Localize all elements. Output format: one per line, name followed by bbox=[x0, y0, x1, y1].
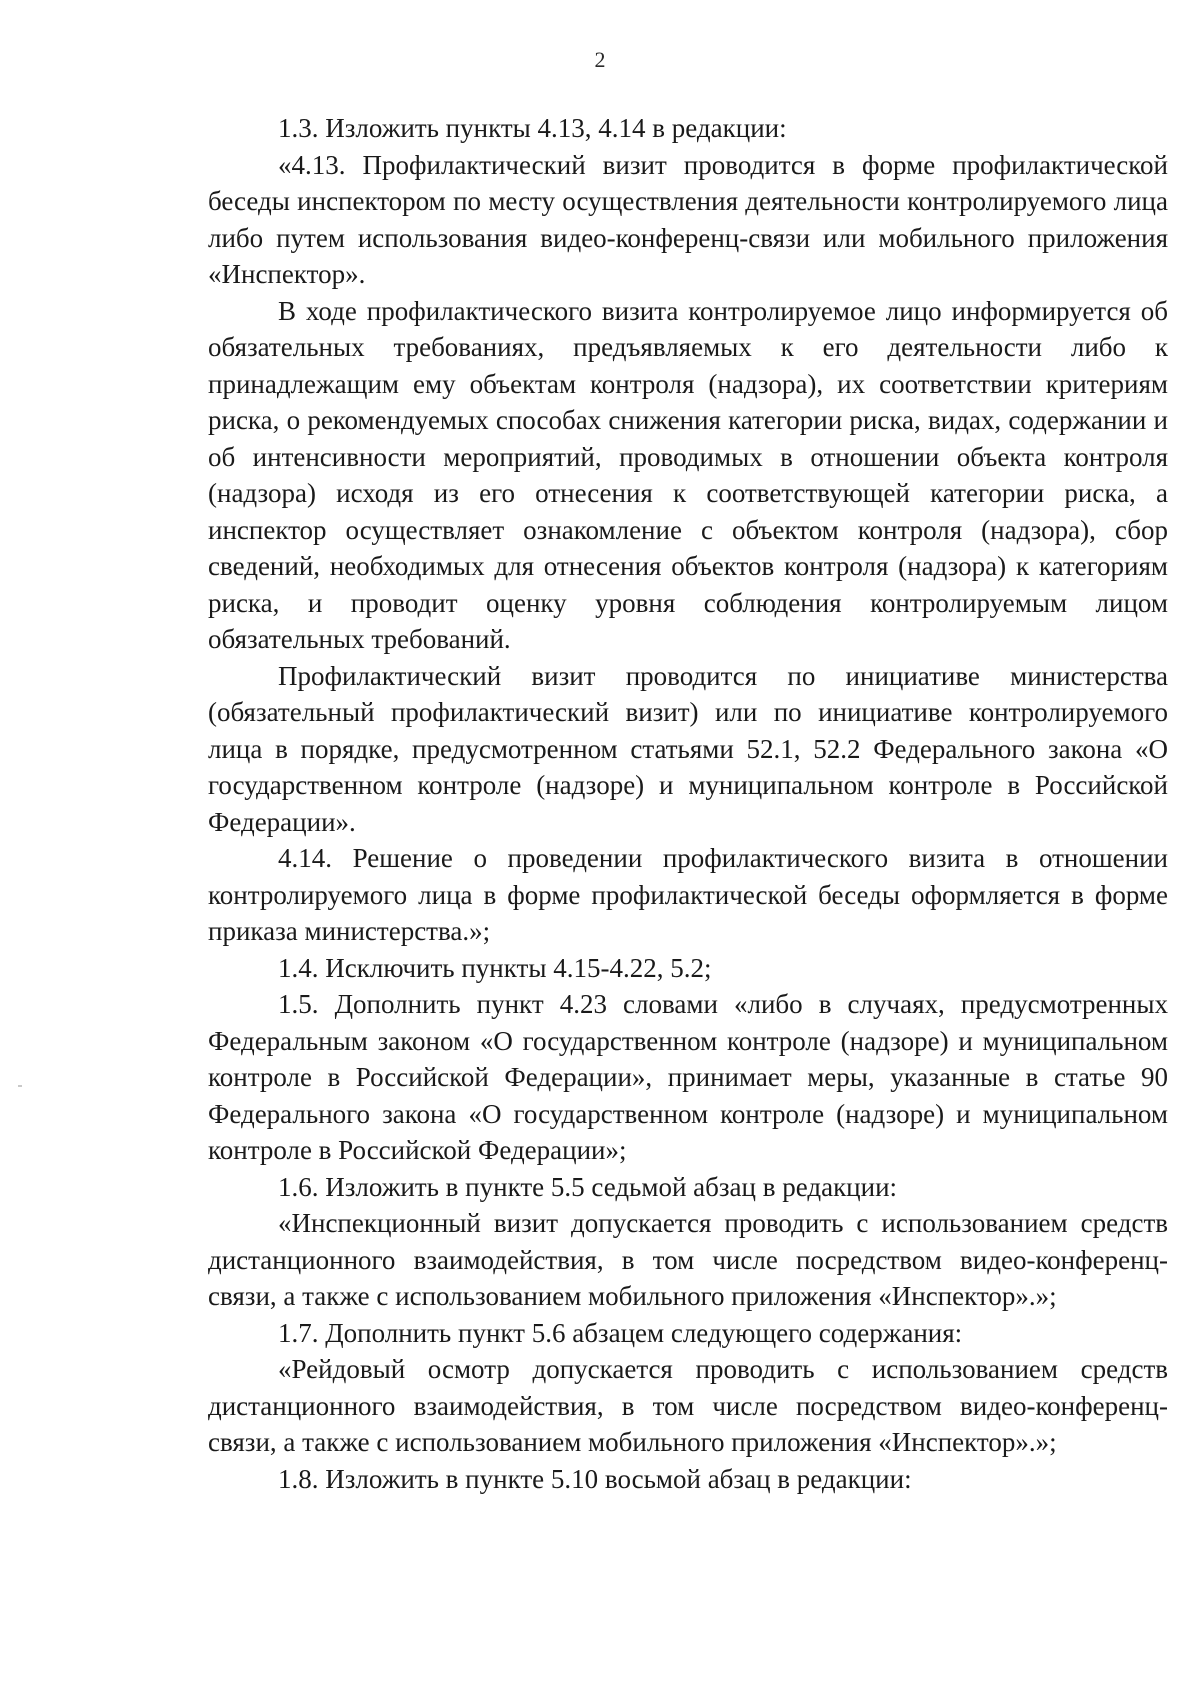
paragraph-1-8: 1.8. Изложить в пункте 5.10 восьмой абзац в редакции: bbox=[278, 1463, 912, 1494]
paragraph-1-6: 1.6. Изложить в пункте 5.5 седьмой абзац в редакции: bbox=[278, 1171, 898, 1202]
paragraph-1-7: 1.7. Дополнить пункт 5.6 абзацем следующего содержания: bbox=[278, 1317, 963, 1348]
paragraph-visit-initiative: Профилактический визит проводится по инициативе министерства (обязательный профилактический визит) или по инициативе контролируемого лица в порядке, предусмотренном статьями 52.1, 52.2 Федерального закона «О государственном контроле (надзоре) и муниципальном контроле в Российской Федерации». bbox=[208, 660, 1168, 837]
paragraph-1-3: 1.3. Изложить пункты 4.13, 4.14 в редакции: bbox=[278, 113, 787, 143]
paragraph-raid-inspection: «Рейдовый осмотр допускается проводить с использованием средств дистанционного взаимодействия, в том числе посредством видео-конференц-связи, а также с использованием мобильного приложения «Инспектор».»; bbox=[208, 1354, 1168, 1457]
paragraph-4-13: «4.13. Профилактический визит проводится в форме профилактической беседы инспектором по месту осуществления деятельности контролируемого лица либо путем использования видео-конференц-связи или мобильного приложения «Инспектор». bbox=[208, 149, 1168, 289]
paragraph-1-5: 1.5. Дополнить пункт 4.23 словами «либо в случаях, предусмотренных Федеральным законом «О государственном контроле (надзоре) и муниципальном контроле в Российской Федерации», принимает меры, указанные в статье 90 Федерального закона «О государственном контроле (надзоре) и муниципальном контроле в Российской Федерации»; bbox=[208, 989, 1168, 1165]
document-body bbox=[208, 110, 1168, 1497]
paragraph-inspection-visit: «Инспекционный визит допускается проводить с использованием средств дистанционного взаимодействия, в том числе посредством видео-конференц-связи, а также с использованием мобильного приложения «Инспектор».»; bbox=[208, 1208, 1168, 1311]
paragraph-1-4: 1.4. Исключить пункты 4.15-4.22, 5.2; bbox=[278, 952, 712, 983]
page-number: 2 bbox=[594, 47, 606, 72]
paragraph-4-14: 4.14. Решение о проведении профилактического визита в отношении контролируемого лица в форме профилактической беседы оформляется в форме приказа министерства.»; bbox=[208, 843, 1168, 946]
paragraph-visit-info: В ходе профилактического визита контролируемое лицо информируется об обязательных требованиях, предъявляемых к его деятельности либо к принадлежащим ему объектам контроля (надзора), их соответствии критериям риска, о рекомендуемых способах снижения категории риска, видах, содержании и об интенсивности мероприятий, проводимых в отношении объекта контроля (надзора) исходя из его отнесения к соответствующей категории риска, а инспектор осуществляет ознакомление с объектом контроля (надзора), сбор сведений, необходимых для отнесения объектов контроля (надзора) к категориям риска, и проводит оценку уровня соблюдения контролируемым лицом обязательных требований. bbox=[208, 295, 1168, 654]
scan-artifact bbox=[18, 1085, 22, 1087]
